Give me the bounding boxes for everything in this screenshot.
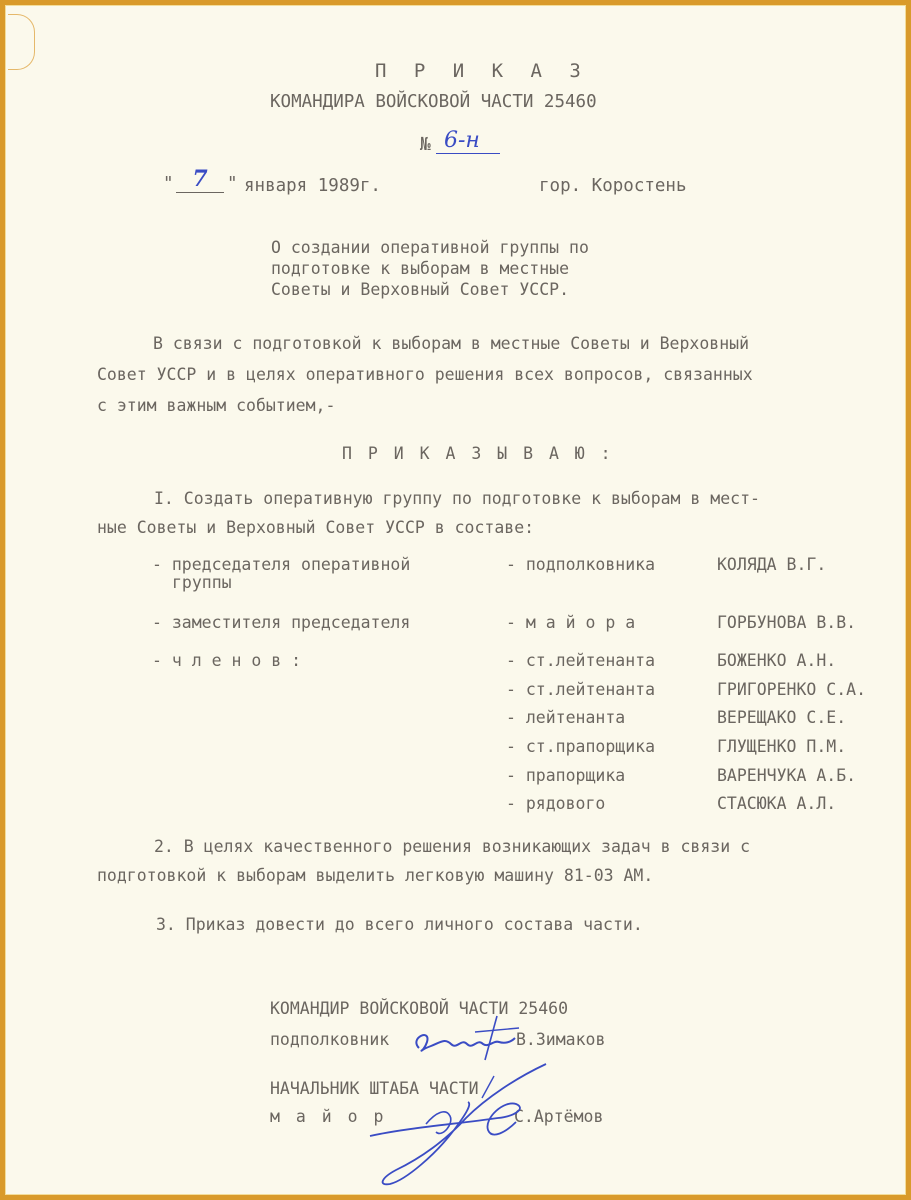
preamble-line-1: В связи с подготовкой к выборам в местные Советы и Верховный <box>153 334 750 353</box>
document-subtitle: КОМАНДИРА ВОЙСКОВОЙ ЧАСТИ 25460 <box>270 92 597 112</box>
roster-rank: - ст.лейтенанта <box>506 680 656 699</box>
point2-line-1: 2. В целях качественного решения возникающих задач в связи с <box>154 837 751 856</box>
chief-signature <box>366 1058 556 1193</box>
point3-text: 3. Приказ довести до всего личного состава части. <box>156 915 643 934</box>
roster-rank: - ст.прапорщика <box>506 737 656 756</box>
chief-rank: м а й о р <box>270 1107 387 1126</box>
date-quote-open: " <box>163 174 174 194</box>
chief-name: С.Артёмов <box>514 1107 604 1126</box>
roster-rank: - рядового <box>506 794 606 813</box>
point2-line-2: подготовкой к выборам выделить легковую машину 81-03 АМ. <box>97 866 654 885</box>
order-number-prefix: № <box>420 134 431 155</box>
date-quote-close: " <box>227 174 238 194</box>
roster-name: ВЕРЕЩАКО С.Е. <box>717 708 847 727</box>
document-title: П Р И К А З <box>375 60 589 82</box>
commander-title: КОМАНДИР ВОЙСКОВОЙ ЧАСТИ 25460 <box>270 999 569 1018</box>
roster-role: - ч л е н о в : <box>152 651 302 670</box>
roster-role-continued: группы <box>172 573 232 592</box>
chief-title: НАЧАЛЬНИК ШТАБА ЧАСТИ <box>270 1079 479 1098</box>
roster-name: ГОРБУНОВА В.В. <box>717 613 857 632</box>
roster-rank: - м а й о р а <box>506 613 636 632</box>
roster-name: ВАРЕНЧУКА А.Б. <box>717 766 857 785</box>
order-number-handwritten: 6-н <box>436 128 500 154</box>
roster-role: - заместителя председателя <box>152 613 411 632</box>
date-day-handwritten: 7 <box>176 166 224 193</box>
preamble-line-3: с этим важным событием,- <box>97 396 336 415</box>
commander-name: В.Зимаков <box>516 1030 606 1049</box>
roster-name: ГЛУЩЕНКО П.М. <box>717 737 847 756</box>
roster-name: СТАСЮКА А.Л. <box>717 794 837 813</box>
roster-name: КОЛЯДА В.Г. <box>717 555 827 574</box>
roster-name: ГРИГОРЕНКО С.А. <box>717 680 867 699</box>
city: гор. Коростень <box>539 176 687 196</box>
roster-rank: - прапорщика <box>506 766 626 785</box>
roster-rank: - ст.лейтенанта <box>506 651 656 670</box>
point1-line-1: I. Создать оперативную группу по подготовке к выборам в мест- <box>154 489 760 508</box>
order-word: П Р И К А З Ы В А Ю : <box>342 444 614 463</box>
commander-rank: подполковник <box>270 1030 390 1049</box>
subject-line-3: Советы и Верховный Совет УССР. <box>271 280 570 299</box>
document-sheet <box>5 5 906 1195</box>
subject-line-1: О создании оперативной группы по <box>271 238 589 257</box>
punch-hole-mark <box>8 14 35 70</box>
roster-name: БОЖЕНКО А.Н. <box>717 651 837 670</box>
subject-line-2: подготовке к выборам в местные <box>271 259 570 278</box>
date-text: января 1989г. <box>244 176 381 196</box>
roster-rank: - лейтенанта <box>506 708 626 727</box>
roster-role: - председателя оперативной <box>152 555 411 574</box>
preamble-line-2: Совет УССР и в целях оперативного решения всех вопросов, связанных <box>97 365 753 384</box>
point1-line-2: ные Советы и Верховный Совет УССР в составе: <box>97 518 535 537</box>
roster-rank: - подполковника <box>506 555 656 574</box>
